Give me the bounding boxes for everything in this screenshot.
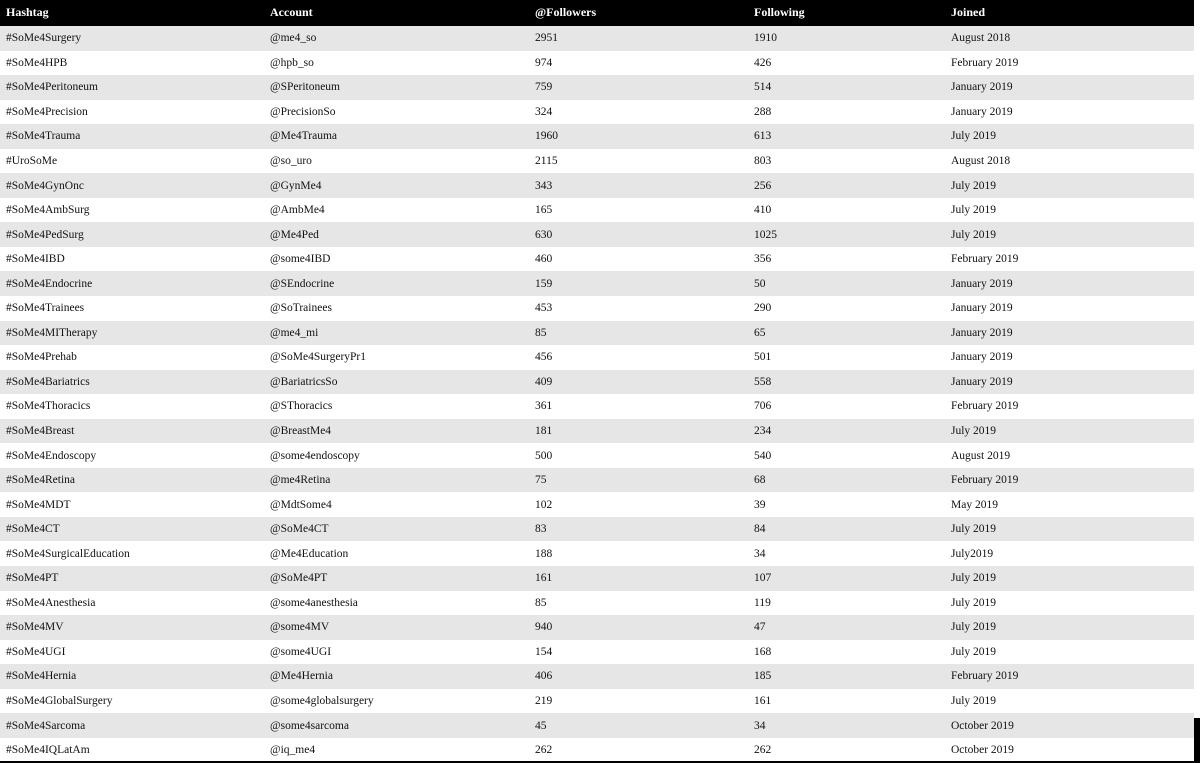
cell-followers: 45 — [535, 719, 547, 732]
cell-following: 50 — [754, 277, 766, 290]
cell-following: 803 — [754, 155, 772, 167]
cell-account: @SoMe4CT — [270, 523, 329, 536]
cell-hashtag: #SoMe4GlobalSurgery — [6, 695, 113, 708]
cell-followers: 181 — [535, 425, 553, 438]
cell-joined: October 2019 — [951, 719, 1014, 732]
cell-followers: 409 — [535, 375, 553, 388]
cell-account: @some4MV — [270, 621, 330, 634]
cell-joined: February 2019 — [951, 670, 1019, 683]
cell-hashtag: #SoMe4Trainees — [6, 302, 85, 315]
cell-hashtag: #SoMe4Thoracics — [6, 400, 91, 413]
cell-hashtag: #SoMe4GynOnc — [6, 179, 84, 192]
table-row — [0, 100, 1194, 125]
cell-hashtag: #SoMe4Bariatrics — [6, 375, 90, 388]
cell-account: @some4globalsurgery — [270, 695, 374, 708]
cell-followers: 219 — [535, 695, 553, 708]
table-row — [0, 664, 1194, 689]
cell-following: 68 — [754, 474, 766, 487]
header-joined: Joined — [951, 5, 986, 19]
cell-joined: July 2019 — [951, 179, 997, 192]
cell-account: @Me4Education — [270, 547, 349, 560]
cell-following: 262 — [754, 744, 772, 757]
cell-following: 1910 — [754, 32, 777, 45]
cell-hashtag: #SoMe4Trauma — [6, 130, 81, 143]
cell-followers: 83 — [535, 523, 547, 536]
cell-following: 1025 — [754, 228, 777, 241]
cell-followers: 159 — [535, 277, 553, 290]
table-row — [0, 198, 1194, 223]
cell-followers: 361 — [535, 400, 553, 413]
cell-joined: July 2019 — [951, 572, 997, 585]
table-row — [0, 247, 1194, 272]
table-header-row — [0, 0, 1194, 26]
table-row — [0, 370, 1194, 395]
table-row — [0, 321, 1194, 346]
cell-account: @Me4Trauma — [270, 130, 338, 143]
cell-account: @SoMe4SurgeryPr1 — [270, 351, 366, 364]
table-row — [0, 541, 1194, 566]
cell-following: 84 — [754, 523, 766, 536]
cell-account: @hpb_so — [270, 56, 314, 69]
cell-joined: August 2018 — [951, 32, 1011, 45]
cell-hashtag: #SoMe4PT — [6, 572, 59, 585]
cell-followers: 453 — [535, 302, 553, 315]
cell-followers: 460 — [535, 253, 553, 266]
cell-hashtag: #SoMe4IQLatAm — [6, 744, 90, 757]
cell-following: 290 — [754, 302, 772, 315]
header-following: Following — [754, 5, 805, 19]
cell-hashtag: #SoMe4Breast — [6, 425, 75, 438]
cell-joined: July 2019 — [951, 204, 997, 217]
cell-followers: 1960 — [535, 130, 558, 143]
table-row — [0, 738, 1194, 763]
cell-joined: August 2018 — [951, 155, 1011, 167]
table-row — [0, 271, 1194, 296]
cell-account: @so_uro — [270, 155, 312, 167]
cell-hashtag: #SoMe4PedSurg — [6, 228, 84, 241]
table-row — [0, 419, 1194, 444]
cell-account: @some4IBD — [270, 253, 331, 266]
table-row — [0, 591, 1194, 616]
cell-joined: July 2019 — [951, 621, 997, 634]
cell-account: @BariatricsSo — [270, 375, 338, 388]
table-row — [0, 149, 1194, 174]
cell-joined: February 2019 — [951, 56, 1019, 69]
cell-account: @Me4Hernia — [270, 670, 333, 683]
cell-followers: 154 — [535, 645, 553, 658]
cell-hashtag: #SoMe4MITherapy — [6, 326, 98, 339]
table-row — [0, 640, 1194, 665]
cell-joined: July 2019 — [951, 645, 997, 658]
cell-followers: 759 — [535, 81, 553, 94]
cell-joined: October 2019 — [951, 744, 1014, 757]
cell-following: 107 — [754, 572, 772, 585]
table-row — [0, 713, 1194, 738]
cell-account: @SThoracics — [270, 400, 333, 413]
cell-followers: 406 — [535, 670, 553, 683]
cell-joined: January 2019 — [951, 351, 1013, 364]
cell-followers: 188 — [535, 547, 553, 560]
cell-joined: February 2019 — [951, 253, 1019, 266]
cell-following: 256 — [754, 179, 772, 192]
cell-followers: 456 — [535, 351, 553, 364]
cell-followers: 630 — [535, 228, 553, 241]
cell-joined: July 2019 — [951, 425, 997, 438]
table-row — [0, 492, 1194, 517]
header-account: Account — [270, 5, 313, 19]
cell-hashtag: #SoMe4Precision — [6, 105, 88, 118]
cell-following: 501 — [754, 351, 772, 364]
cell-hashtag: #SoMe4Retina — [6, 474, 75, 487]
cell-joined: May 2019 — [951, 498, 998, 511]
cell-account: @AmbMe4 — [270, 204, 325, 217]
cell-hashtag: #SoMe4Prehab — [6, 351, 77, 364]
cell-following: 161 — [754, 695, 772, 708]
cell-following: 39 — [754, 498, 766, 511]
table-row — [0, 75, 1194, 100]
header-hashtag: Hashtag — [6, 5, 49, 19]
cell-joined: February 2019 — [951, 400, 1019, 413]
table-row — [0, 517, 1194, 542]
cell-followers: 75 — [535, 474, 547, 487]
cell-following: 47 — [754, 621, 766, 634]
cell-hashtag: #SoMe4UGI — [6, 645, 66, 658]
cell-hashtag: #SoMe4Endoscopy — [6, 449, 97, 462]
cell-joined: February 2019 — [951, 474, 1019, 487]
table-row — [0, 173, 1194, 198]
cell-hashtag: #SoMe4MV — [6, 621, 64, 634]
cell-joined: August 2019 — [951, 449, 1011, 462]
cell-joined: July 2019 — [951, 523, 997, 536]
cell-followers: 2951 — [535, 32, 558, 45]
cell-followers: 85 — [535, 326, 547, 339]
cell-followers: 343 — [535, 179, 553, 192]
cell-followers: 165 — [535, 204, 553, 217]
table-row — [0, 394, 1194, 419]
cell-hashtag: #SoMe4AmbSurg — [6, 204, 90, 217]
cell-joined: July 2019 — [951, 596, 997, 609]
cell-followers: 102 — [535, 498, 553, 511]
cell-following: 119 — [754, 596, 771, 609]
header-followers: @Followers — [535, 5, 597, 19]
cell-account: @MdtSome4 — [270, 498, 332, 511]
cell-following: 356 — [754, 253, 772, 266]
cell-following: 540 — [754, 449, 772, 462]
cell-following: 514 — [754, 81, 772, 94]
cell-joined: January 2019 — [951, 81, 1013, 94]
cell-followers: 161 — [535, 572, 553, 585]
cell-account: @SoMe4PT — [270, 572, 328, 585]
cell-account: @SoTrainees — [270, 302, 332, 315]
cell-account: @some4sarcoma — [270, 719, 349, 732]
cell-hashtag: #SoMe4Surgery — [6, 32, 82, 45]
cell-followers: 940 — [535, 621, 553, 634]
cell-hashtag: #SoMe4Endocrine — [6, 277, 93, 290]
cell-joined: July 2019 — [951, 130, 997, 143]
cell-joined: January 2019 — [951, 375, 1013, 388]
cell-hashtag: #SoMe4HPB — [6, 56, 68, 69]
cell-following: 558 — [754, 375, 772, 388]
table-row — [0, 345, 1194, 370]
cell-account: @me4_so — [270, 32, 317, 45]
cell-hashtag: #SoMe4CT — [6, 523, 60, 536]
table-row — [0, 468, 1194, 493]
cell-following: 410 — [754, 204, 772, 217]
cell-joined: January 2019 — [951, 326, 1013, 339]
table-row — [0, 566, 1194, 591]
table-row — [0, 615, 1194, 640]
cell-account: @Me4Ped — [270, 228, 319, 241]
cell-account: @me4Retina — [270, 474, 331, 487]
table-row — [0, 26, 1194, 51]
cell-hashtag: #SoMe4MDT — [6, 498, 71, 511]
cell-hashtag: #SoMe4Peritoneum — [6, 81, 98, 94]
cell-followers: 2115 — [535, 155, 558, 167]
cell-followers: 974 — [535, 56, 553, 69]
cell-account: @some4UGI — [270, 645, 332, 658]
cell-followers: 500 — [535, 449, 553, 462]
cell-following: 613 — [754, 130, 772, 143]
cell-joined: July 2019 — [951, 228, 997, 241]
cell-account: @GynMe4 — [270, 179, 322, 192]
cell-following: 34 — [754, 719, 766, 732]
cell-joined: January 2019 — [951, 277, 1013, 290]
cell-account: @some4endoscopy — [270, 449, 360, 462]
table-row — [0, 51, 1194, 76]
cell-following: 185 — [754, 670, 772, 683]
cell-account: @SEndocrine — [270, 277, 335, 290]
cell-hashtag: #SoMe4Sarcoma — [6, 719, 86, 732]
cell-hashtag: #UroSoMe — [6, 155, 58, 167]
cell-followers: 85 — [535, 596, 547, 609]
cell-hashtag: #SoMe4IBD — [6, 253, 65, 266]
table-row — [0, 443, 1194, 468]
table-row — [0, 222, 1194, 247]
cell-following: 288 — [754, 105, 772, 118]
cell-following: 168 — [754, 645, 772, 658]
cell-account: @SPeritoneum — [270, 81, 341, 94]
cell-hashtag: #SoMe4Anesthesia — [6, 596, 96, 609]
cell-hashtag: #SoMe4Hernia — [6, 670, 77, 683]
cell-account: @BreastMe4 — [270, 425, 332, 438]
cell-account: @PrecisionSo — [270, 105, 336, 118]
cell-account: @me4_mi — [270, 326, 319, 339]
cell-joined: January 2019 — [951, 105, 1013, 118]
table-row — [0, 124, 1194, 149]
cell-joined: January 2019 — [951, 302, 1013, 315]
cell-account: @iq_me4 — [270, 744, 316, 757]
cell-hashtag: #SoMe4SurgicalEducation — [6, 547, 130, 560]
cell-following: 234 — [754, 425, 772, 438]
cell-followers: 324 — [535, 105, 553, 118]
table-body — [0, 26, 1194, 762]
cell-following: 65 — [754, 326, 766, 339]
cell-joined: July 2019 — [951, 695, 997, 708]
right-edge-bar — [1194, 718, 1200, 763]
cell-followers: 262 — [535, 744, 553, 757]
cell-following: 426 — [754, 56, 772, 69]
table-row — [0, 689, 1194, 714]
cell-joined: July2019 — [951, 547, 994, 560]
cell-following: 34 — [754, 547, 766, 560]
table-row — [0, 296, 1194, 321]
cell-account: @some4anesthesia — [270, 596, 358, 609]
cell-following: 706 — [754, 400, 772, 413]
